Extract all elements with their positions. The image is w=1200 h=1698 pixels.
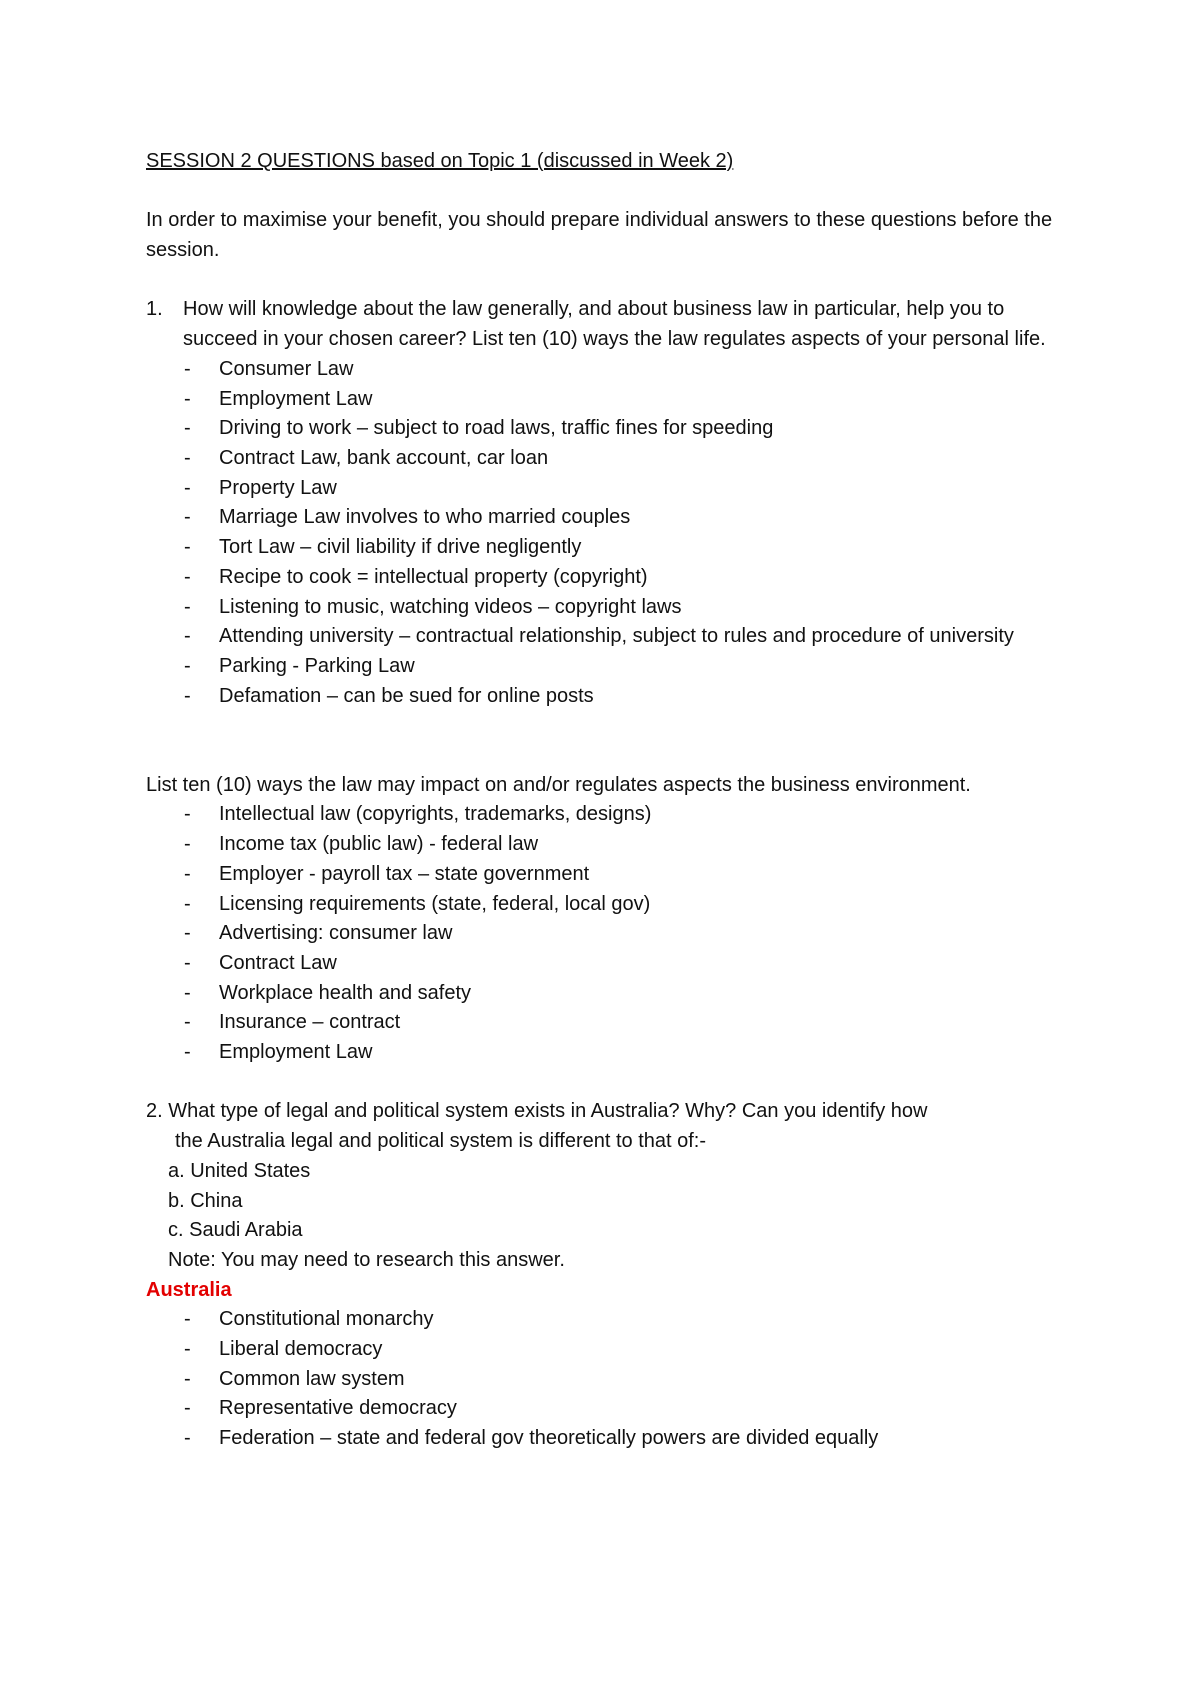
list-item <box>146 563 1066 593</box>
list-item <box>146 1305 1066 1335</box>
business-question-text: List ten (10) ways the law may impact on and/or regulates aspects the business environment. <box>146 773 971 796</box>
list-item-text: Common law system <box>219 1367 405 1390</box>
list-item <box>146 385 1066 415</box>
question-2-line-2: the Australia legal and political system is different to that of:- <box>175 1130 707 1153</box>
business-answer-list <box>146 800 1066 1067</box>
dash-bullet: - <box>184 1011 191 1034</box>
dash-bullet: - <box>184 357 191 380</box>
document-content <box>146 147 1066 1454</box>
list-item-text: Liberal democracy <box>219 1338 383 1361</box>
dash-bullet: - <box>184 1397 191 1420</box>
list-item-text: Attending university – contractual relationship, subject to rules and procedure of university <box>219 625 1014 648</box>
list-item <box>146 1394 1066 1424</box>
dash-bullet: - <box>184 1308 191 1331</box>
list-item-text: Contract Law <box>219 951 337 974</box>
list-item-text: Employment Law <box>219 387 373 410</box>
intro-paragraph: In order to maximise your benefit, you should prepare individual answers to these questions before the session. <box>146 209 1053 262</box>
list-item-text: Representative democracy <box>219 1397 457 1420</box>
dash-bullet: - <box>184 1427 191 1450</box>
dash-bullet: - <box>184 536 191 559</box>
list-item-text: Recipe to cook = intellectual property (copyright) <box>219 565 648 588</box>
dash-bullet: - <box>184 922 191 945</box>
list-item-text: Employment Law <box>219 1041 373 1064</box>
dash-bullet: - <box>184 446 191 469</box>
list-item-text: Parking - Parking Law <box>219 654 415 677</box>
list-item-text: Advertising: consumer law <box>219 922 453 945</box>
option-saudi-arabia: c. Saudi Arabia <box>168 1219 303 1242</box>
list-item-text: Workplace health and safety <box>219 981 472 1004</box>
dash-bullet: - <box>184 565 191 588</box>
australia-heading: Australia <box>146 1278 232 1301</box>
list-item <box>146 474 1066 504</box>
dash-bullet: - <box>184 951 191 974</box>
list-item-text: Employer - payroll tax – state government <box>219 862 590 885</box>
list-item <box>146 1335 1066 1365</box>
list-item-text: Insurance – contract <box>219 1011 401 1034</box>
australia-answer-list <box>146 1305 1066 1454</box>
dash-bullet: - <box>184 862 191 885</box>
dash-bullet: - <box>184 684 191 707</box>
list-item-text: Tort Law – civil liability if drive negligently <box>219 536 582 559</box>
list-item <box>146 1008 1066 1038</box>
list-item <box>146 503 1066 533</box>
dash-bullet: - <box>184 1338 191 1361</box>
question-1-number: 1. <box>146 298 163 321</box>
dash-bullet: - <box>184 417 191 440</box>
list-item-text: Intellectual law (copyrights, trademarks, designs) <box>219 803 652 826</box>
document-title: SESSION 2 QUESTIONS based on Topic 1 (discussed in Week 2) <box>146 150 734 172</box>
question-2-line-1: 2. What type of legal and political system exists in Australia? Why? Can you identify how <box>146 1100 928 1123</box>
list-item-text: Consumer Law <box>219 357 354 380</box>
list-item-text: Defamation – can be sued for online posts <box>219 684 594 707</box>
list-item <box>146 979 1066 1009</box>
list-item-text: Marriage Law involves to who married couples <box>219 506 631 529</box>
list-item <box>146 533 1066 563</box>
research-note: Note: You may need to research this answer. <box>168 1248 565 1271</box>
question-1-text: How will knowledge about the law generally, and about business law in particular, help you to succeed in your chosen career? List ten (10) ways the law regulates aspects of your personal life. <box>183 298 1046 351</box>
dash-bullet: - <box>184 833 191 856</box>
option-united-states: a. United States <box>168 1159 311 1182</box>
list-item-text: Licensing requirements (state, federal, local gov) <box>219 892 651 915</box>
dash-bullet: - <box>184 625 191 648</box>
list-item <box>146 444 1066 474</box>
list-item <box>146 1038 1066 1068</box>
question-1 <box>146 295 1066 354</box>
list-item <box>146 890 1066 920</box>
dash-bullet: - <box>184 981 191 1004</box>
list-item <box>146 949 1066 979</box>
list-item <box>146 355 1066 385</box>
list-item-text: Income tax (public law) - federal law <box>219 833 539 856</box>
list-item <box>146 919 1066 949</box>
dash-bullet: - <box>184 387 191 410</box>
list-item-text: Federation – state and federal gov theoretically powers are divided equally <box>219 1427 879 1450</box>
list-item <box>146 652 1066 682</box>
dash-bullet: - <box>184 892 191 915</box>
list-item <box>146 830 1066 860</box>
list-item <box>146 800 1066 830</box>
list-item <box>146 593 1066 623</box>
list-item <box>146 1424 1066 1454</box>
question-1-answer-list <box>146 355 1066 711</box>
list-item-text: Driving to work – subject to road laws, traffic fines for speeding <box>219 417 774 440</box>
list-item <box>146 860 1066 890</box>
option-china: b. China <box>168 1189 243 1212</box>
list-item-text: Property Law <box>219 476 337 499</box>
list-item-text: Constitutional monarchy <box>219 1308 434 1331</box>
list-item <box>146 622 1066 652</box>
dash-bullet: - <box>184 1367 191 1390</box>
list-item <box>146 414 1066 444</box>
dash-bullet: - <box>184 506 191 529</box>
dash-bullet: - <box>184 476 191 499</box>
list-item <box>146 682 1066 712</box>
list-item-text: Listening to music, watching videos – copyright laws <box>219 595 682 618</box>
list-item-text: Contract Law, bank account, car loan <box>219 446 549 469</box>
dash-bullet: - <box>184 595 191 618</box>
list-item <box>146 1365 1066 1395</box>
dash-bullet: - <box>184 654 191 677</box>
dash-bullet: - <box>184 1041 191 1064</box>
dash-bullet: - <box>184 803 191 826</box>
